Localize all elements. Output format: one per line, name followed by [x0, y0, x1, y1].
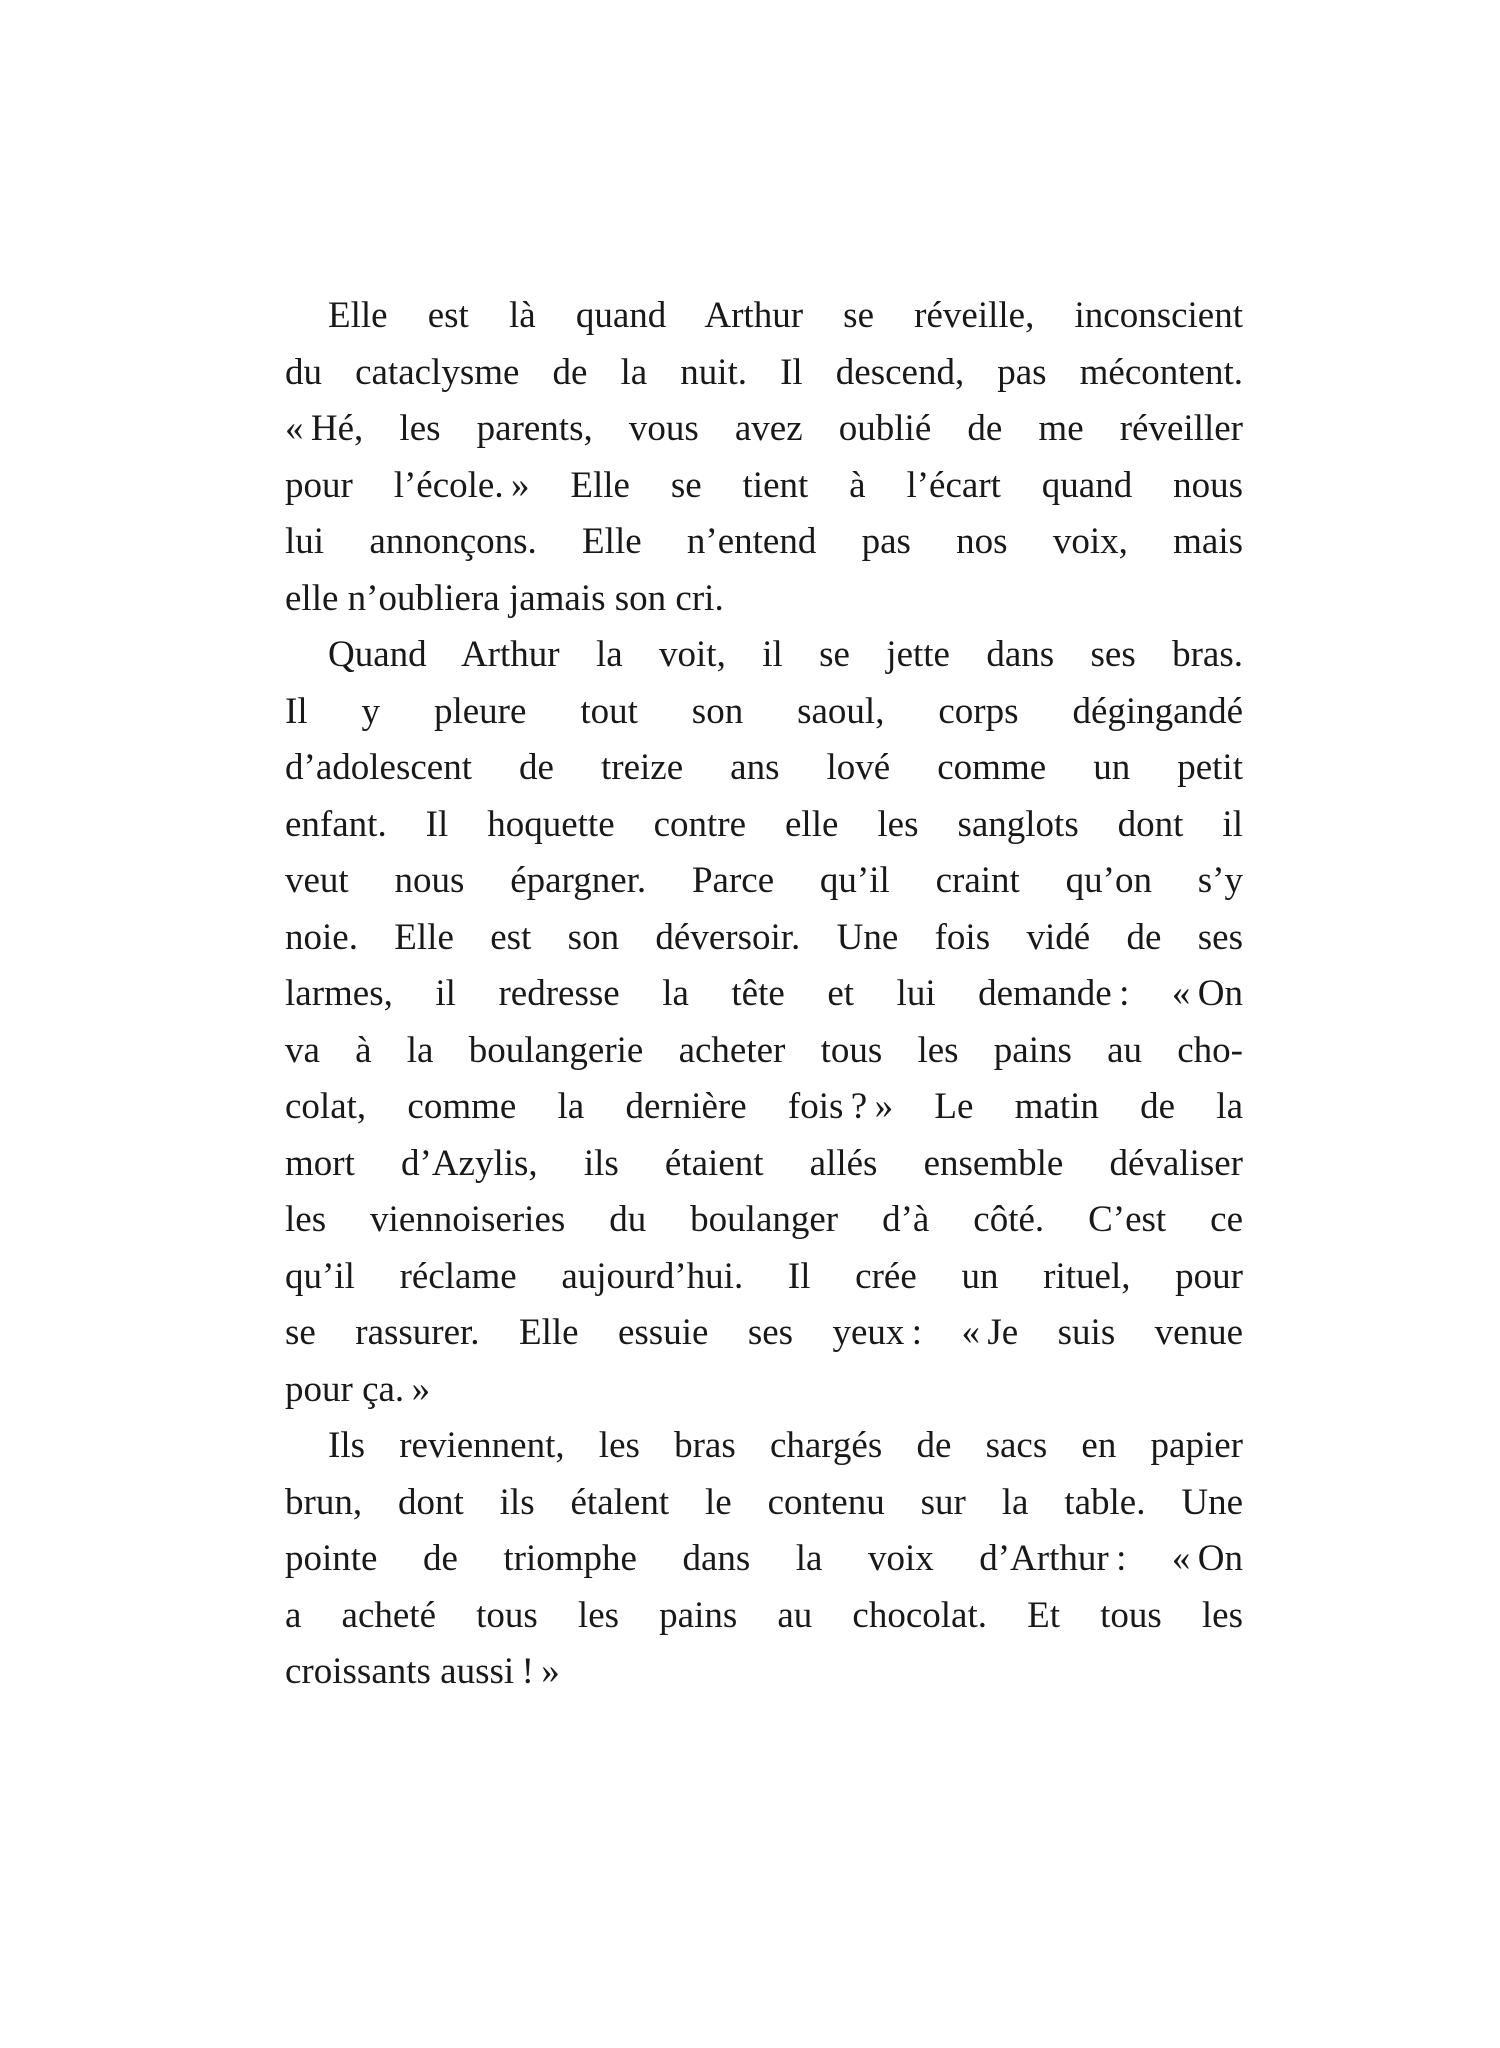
text-line: veut nous épargner. Parce qu’il craint qu’on s’y: [285, 860, 1243, 901]
text-line: noie. Elle est son déversoir. Une fois vidé de ses: [285, 916, 1243, 958]
text-line: « Hé, les parents, vous avez oublié de me réveiller: [285, 408, 1243, 449]
text-line: lui annonçons. Elle n’entend pas nos voix, mais: [285, 521, 1243, 562]
text-line: du cataclysme de la nuit. Il descend, pas mécontent.: [285, 351, 1243, 393]
paragraph-1: [285, 288, 1243, 627]
text-line: les viennoiseries du boulanger d’à côté. C’est ce: [285, 1199, 1243, 1240]
text-line: se rassurer. Elle essuie ses yeux : « Je suis venue: [285, 1312, 1243, 1353]
text-line: brun, dont ils étalent le contenu sur la table. Une: [285, 1481, 1243, 1523]
page-text-block: [285, 288, 1243, 1701]
paragraph-3: [285, 1418, 1243, 1701]
text-line: Ils reviennent, les bras chargés de sacs en papier: [328, 1425, 1243, 1466]
text-line: Elle est là quand Arthur se réveille, inconscient: [328, 295, 1243, 336]
text-line: qu’il réclame aujourd’hui. Il crée un rituel, pour: [285, 1255, 1243, 1297]
text-line: d’adolescent de treize ans lové comme un petit: [285, 747, 1243, 788]
text-line: pour ça. »: [285, 1368, 431, 1410]
text-line: Quand Arthur la voit, il se jette dans ses bras.: [328, 634, 1243, 675]
text-line: colat, comme la dernière fois ? » Le matin de la: [285, 1086, 1243, 1127]
text-line: croissants aussi ! »: [285, 1651, 560, 1692]
text-line: enfant. Il hoquette contre elle les sanglots dont il: [285, 803, 1243, 845]
text-line: Il y pleure tout son saoul, corps dégingandé: [285, 690, 1243, 732]
text-line: larmes, il redresse la tête et lui demande : « On: [285, 973, 1243, 1014]
paragraph-2: [285, 627, 1243, 1418]
text-line: pointe de triomphe dans la voix d’Arthur : « On: [285, 1538, 1243, 1579]
text-line: pour l’école. » Elle se tient à l’écart quand nous: [285, 464, 1243, 506]
text-line: mort d’Azylis, ils étaient allés ensemble dévaliser: [285, 1142, 1243, 1184]
text-line: elle n’oubliera jamais son cri.: [285, 577, 724, 619]
text-line: a acheté tous les pains au chocolat. Et tous les: [285, 1594, 1243, 1636]
text-line: va à la boulangerie acheter tous les pains au cho-: [285, 1029, 1243, 1071]
